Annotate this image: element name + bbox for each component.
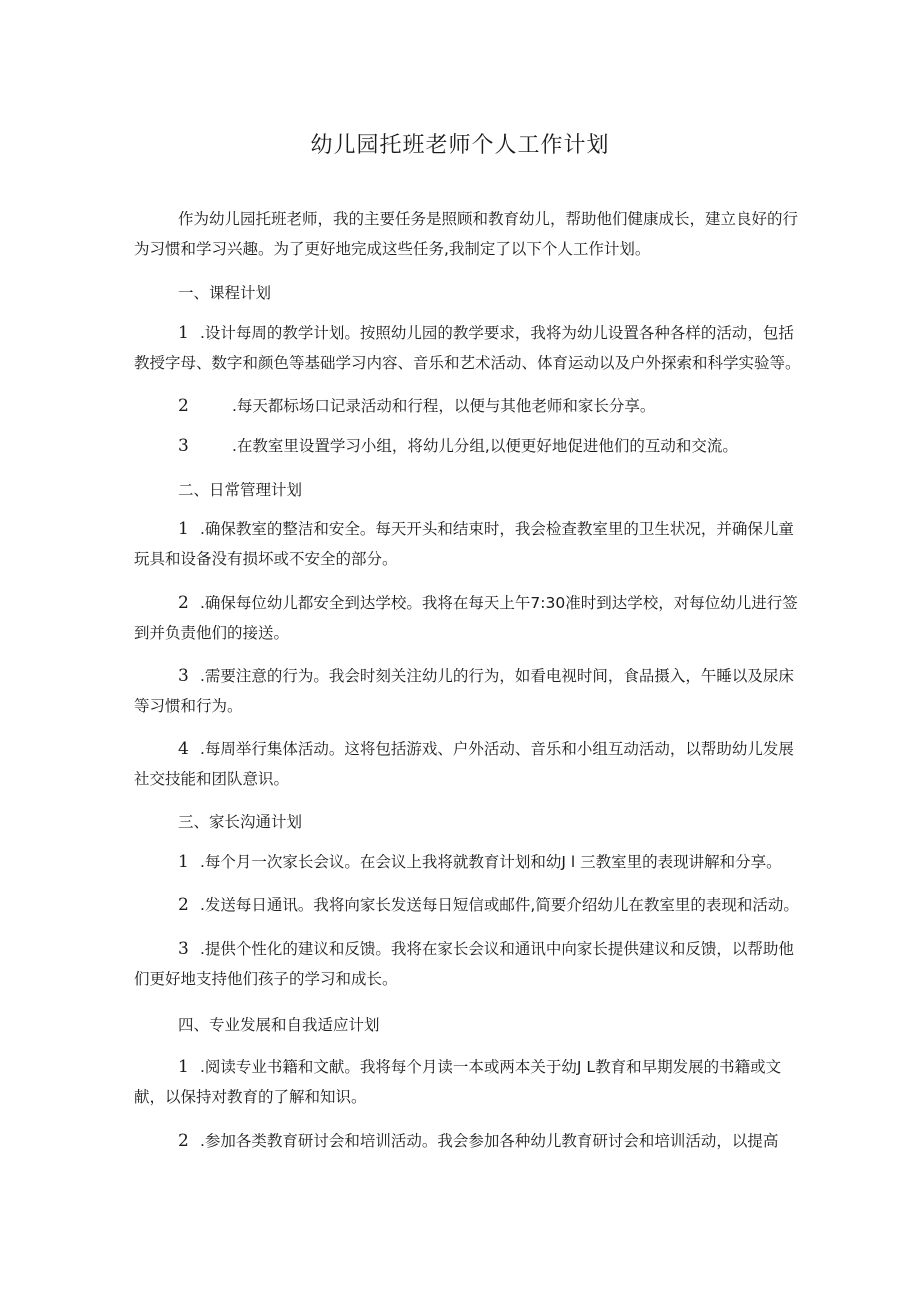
list-item (134, 890, 802, 920)
section-heading-course: 一、课程计划 (178, 284, 272, 302)
item-text: .每天都标场口记录活动和行程，以便与其他老师和家长分享。 (232, 397, 656, 415)
item-number: 1 (178, 323, 189, 343)
list-item (134, 661, 802, 721)
item-text: .参加各类教育研讨会和培训活动。我会参加各种幼儿教育研讨会和培训活动，以提高 (200, 1132, 779, 1150)
item-number: 3 (178, 666, 189, 686)
list-item (134, 1126, 802, 1156)
item-text: .需要注意的行为。我会时刻关注幼儿的行为，如看电视时间，食品摄入，午睡以及尿床等习惯和行为。 (134, 667, 794, 715)
list-item (134, 318, 802, 378)
section-heading-daily-management: 二、日常管理计划 (178, 481, 303, 499)
item-number: 1 (178, 852, 189, 872)
item-number: 3 (178, 436, 189, 456)
item-number: 4 (178, 739, 189, 759)
section-heading-professional-development: 四、专业发展和自我适应计划 (178, 1016, 380, 1034)
item-text: .确保教室的整洁和安全。每天开头和结束时，我会检查教室里的卫生状况，并确保儿童玩具和设备没有损坏或不安全的部分。 (134, 520, 794, 568)
item-number: 1 (178, 519, 189, 539)
intro-paragraph: 作为幼儿园托班老师，我的主要任务是照顾和教育幼儿，帮助他们健康成长，建立良好的行为习惯和学习兴趣。为了更好地完成这些任务,我制定了以下个人工作计划。 (134, 210, 799, 258)
item-number: 2 (178, 895, 189, 915)
item-text: .阅读专业书籍和文献。我将每个月读一本或两本关于幼J L教育和早期发展的书籍或文献，以保持对教育的了解和知识。 (134, 1058, 782, 1106)
list-item (134, 391, 802, 421)
item-text: .每个月一次家长会议。在会议上我将就教育计划和幼J l 三教室里的表现讲解和分享。 (200, 853, 782, 871)
list-item (134, 934, 802, 994)
item-text: .发送每日通讯。我将向家长发送每日短信或邮件,简要介绍幼儿在教室里的表现和活动。 (200, 896, 799, 914)
item-text: .提供个性化的建议和反馈。我将在家长会议和通讯中向家长提供建议和反馈，以帮助他们更好地支持他们孩子的学习和成长。 (134, 940, 794, 988)
item-text: .确保每位幼儿都安全到达学校。我将在每天上午7:30准时到达学校，对每位幼儿进行签到并负责他们的接送。 (134, 594, 798, 642)
list-item (134, 1052, 802, 1112)
item-text: .在教室里设置学习小组，将幼儿分组,以便更好地促进他们的互动和交流。 (232, 437, 738, 455)
item-number: 2 (178, 1131, 189, 1151)
list-item (134, 588, 802, 648)
item-text: .设计每周的教学计划。按照幼儿园的教学要求，我将为幼儿设置各种各样的活动，包括教授字母、数字和颜色等基础学习内容、音乐和艺术活动、体育运动以及户外探索和科学实验等。 (134, 324, 801, 372)
item-number: 2 (178, 396, 189, 416)
list-item (134, 431, 802, 461)
section-heading-parent-communication: 三、家长沟通计划 (178, 813, 303, 831)
list-item (134, 514, 802, 574)
item-number: 3 (178, 939, 189, 959)
list-item (134, 734, 802, 794)
item-number: 1 (178, 1057, 189, 1077)
list-item (134, 847, 802, 877)
item-number: 2 (178, 593, 189, 613)
document-title: 幼儿园托班老师个人工作计划 (310, 133, 610, 158)
item-text: .每周举行集体活动。这将包括游戏、户外活动、音乐和小组互动活动，以帮助幼儿发展社交技能和团队意识。 (134, 740, 794, 788)
